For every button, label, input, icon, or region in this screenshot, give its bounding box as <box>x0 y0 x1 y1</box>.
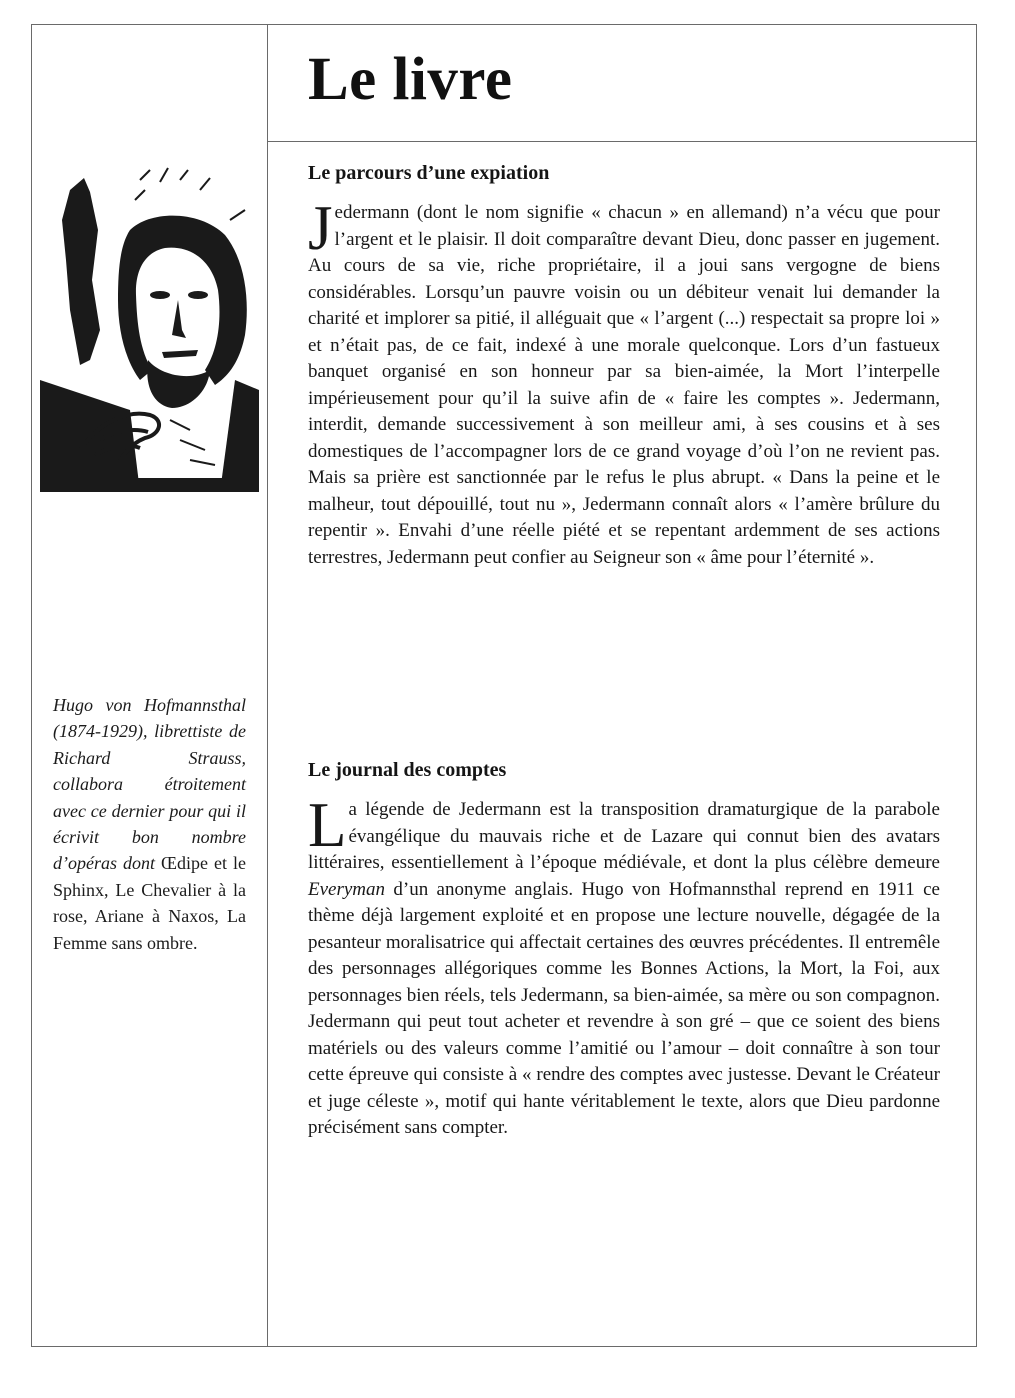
illustration-caption <box>53 692 246 956</box>
section-text-after: d’un anonyme anglais. Hugo von Hofmannsthal reprend en 1911 ce thème déjà largement exploité et en propose une lecture nouvelle, dégagée de la pesanteur moralisatrice qui affectait certaines des œuvres précédentes. Il entremêle des personnages allégoriques comme les Bonnes Actions, la Mort, la Foi, aux personnages bien réels, tels Jedermann, sa bien-aimée, sa mère ou son compagnon. Jedermann qui peut tout acheter et revendre à son gré – que ce soient des biens matériels ou des valeurs comme l’amitié ou l’amour – doit connaître à son tour cette épreuve qui consiste à « rendre des comptes avec justesse. Devant le Créateur et juge céleste », motif qui hante véritablement le texte, alors que Dieu pardonne précisément sans compter. <box>308 878 940 1138</box>
section-journal <box>308 757 940 1142</box>
woodcut-portrait-icon <box>40 160 259 492</box>
section-expiation <box>308 160 940 571</box>
section-text-italic: Everyman <box>308 878 386 900</box>
section-heading: Le journal des comptes <box>308 759 507 781</box>
column-divider <box>267 24 268 1347</box>
section-text-before: a légende de Jedermann est la transposition dramaturgique de la parabole évangélique du mauvais riche et de Lazare qui connut bien des avatars littéraires, essentiellement à l’époque médiévale, et dont la plus célèbre demeure <box>308 799 940 873</box>
drop-cap: L <box>308 790 347 860</box>
drop-cap: J <box>308 193 333 263</box>
section-body <box>308 790 940 1142</box>
section-text: edermann (dont le nom signifie « chacun » en allemand) n’a vécu que pour l’argent et le plaisir. Il doit comparaître devant Dieu, donc passer en jugement. Au cours de sa vie, riche propriétaire, il a joui sans vergogne de biens considérables. Lorsqu’un pauvre voisin ou un débiteur venait lui demander la charité et implorer sa pitié, il alléguait que « l’argent (...) respectait sa propre loi » et n’était pas, de ce fait, indexé à une morale quelconque. Lors d’un fastueux banquet organisé en son honneur par sa bien-aimée, la Mort l’interpelle impérieusement pour qu’il la suive afin de « faire les comptes ». Jedermann, interdit, demande successivement à son meilleur ami, à ses cousins et à ses domestiques de l’accompagner lors de ce grand voyage d’où l’on ne revient pas. Mais sa prière est sanctionnée par le refus le plus abrupt. « Dans la peine et le malheur, tout dépouillé, tout nu », Jedermann connaît alors « l’amère brûlure du repentir ». Envahi d’une réelle piété et se repentant ardemment de ses actions terrestres, Jedermann peut confier au Seigneur son « âme pour l’éternité ». <box>308 202 940 568</box>
section-heading: Le parcours d’une expiation <box>308 162 550 184</box>
caption-italic: Hugo von Hofmannsthal (1874-1929), librettiste de Richard Strauss, collabora étroitement avec ce dernier pour qui il écrivit bon nombre d’opéras dont <box>53 695 246 874</box>
section-body <box>308 193 940 571</box>
title-rule <box>267 141 977 142</box>
caption-roman: Œdipe et le Sphinx, Le Chevalier à la rose, Ariane à Naxos, La Femme sans ombre. <box>53 853 246 953</box>
page-title: Le livre <box>308 46 513 113</box>
